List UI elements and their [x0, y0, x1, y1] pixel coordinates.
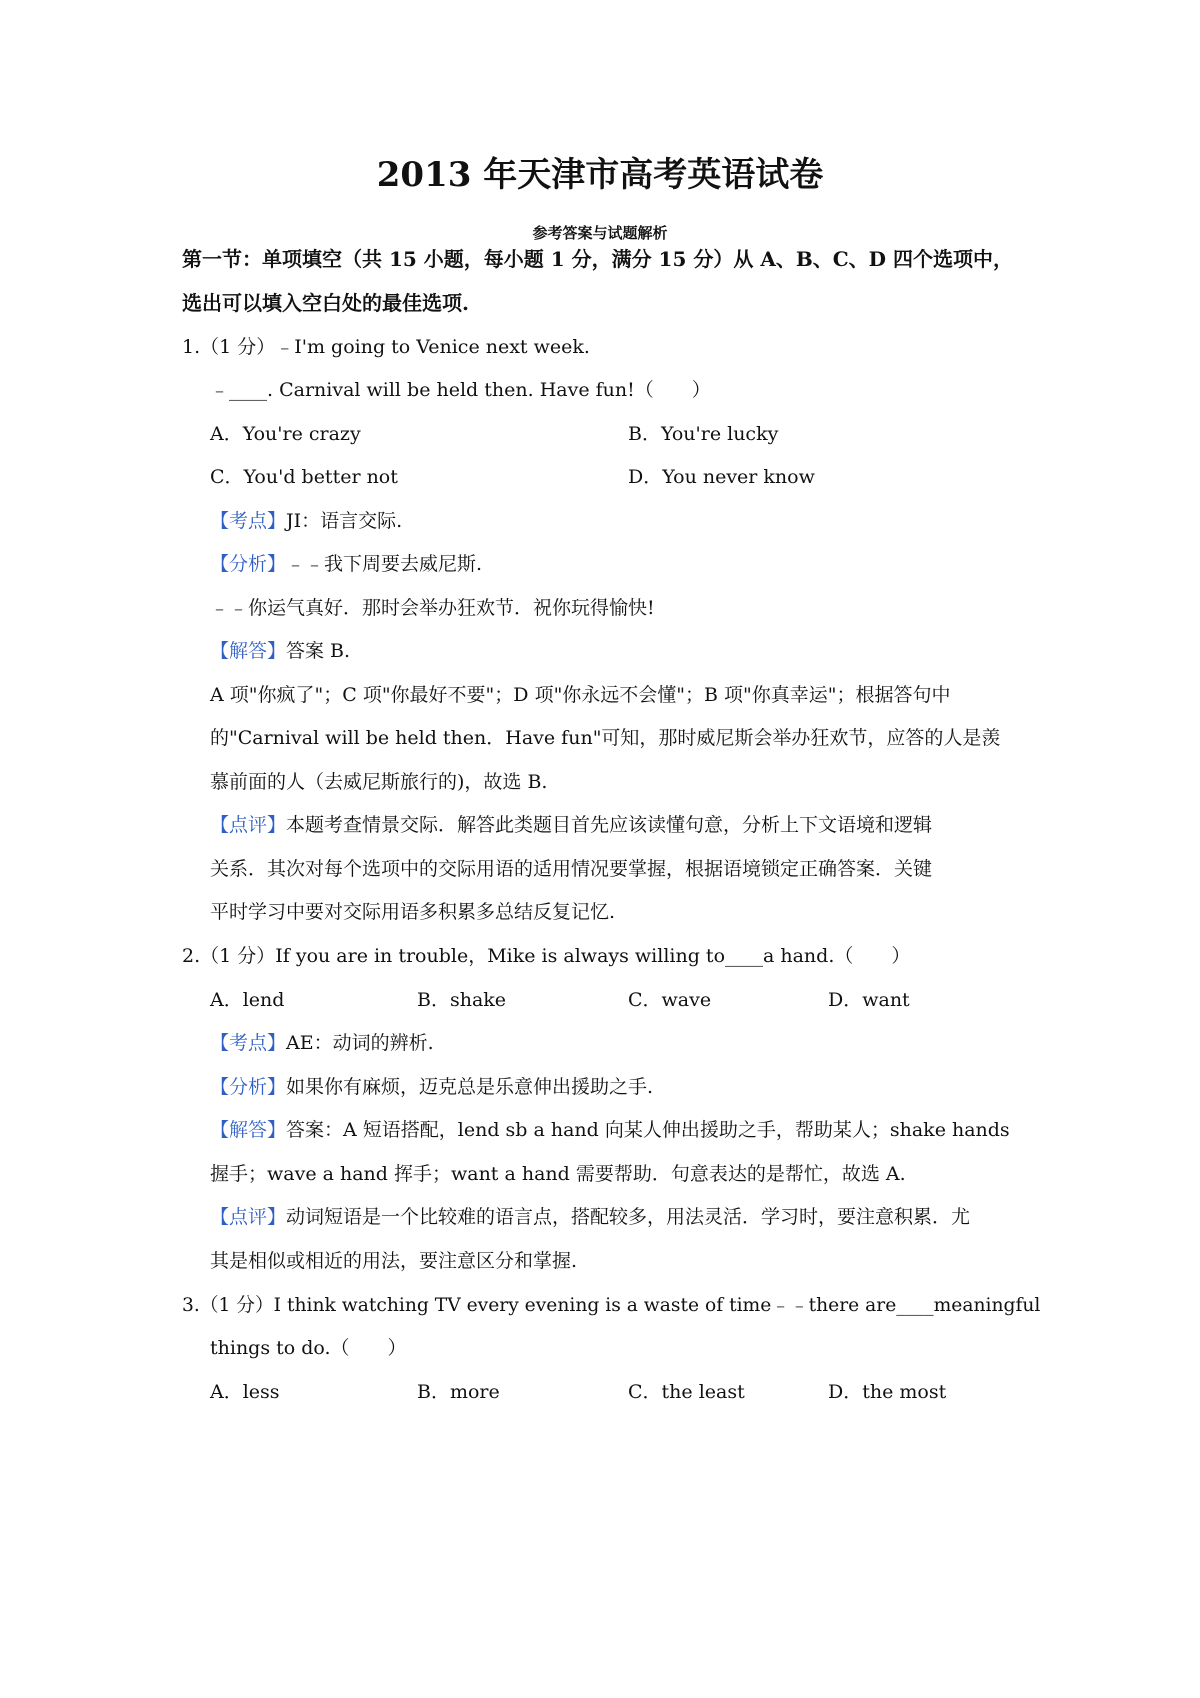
q3-stem: 3.（1 分）I think watching TV every evening is a waste of time﹣﹣there are____meaningful	[182, 1294, 1041, 1316]
q1-explanation-line1: A 项"你疯了"；C 项"你最好不要"；D 项"你永远不会懂"；B 项"你真幸运"；根据答句中	[210, 684, 951, 706]
q2-dianping-text: 动词短语是一个比较难的语言点，搭配较多，用法灵活．学习时，要注意积累．尤	[286, 1206, 971, 1228]
page-subtitle: 参考答案与试题解析	[532, 224, 668, 242]
q2-jieda	[210, 1117, 1010, 1143]
jieda-label: 【解答】	[210, 640, 287, 662]
jieda-label: 【解答】	[210, 1119, 287, 1141]
q1-fenxi-text: ﹣﹣我下周要去威尼斯.	[286, 553, 483, 575]
q1-dianping-line2: 关系．其次对每个选项中的交际用语的适用情况要掌握，根据语境锁定正确答案．关键	[210, 858, 933, 880]
q2-stem: 2.（1 分）If you are in trouble，Mike is always willing to____a hand.（ ）	[182, 945, 911, 967]
q3-option-c: C．the least	[628, 1381, 745, 1403]
q2-option-a: A．lend	[210, 989, 285, 1011]
fenxi-label: 【分析】	[210, 1076, 287, 1098]
dianping-label: 【点评】	[210, 1206, 287, 1228]
q1-dianping	[210, 812, 932, 838]
q1-kaodian	[210, 508, 402, 534]
kaodian-label: 【考点】	[210, 510, 287, 532]
q1-explanation-line3: 慕前面的人（去威尼斯旅行的)，故选 B.	[210, 771, 548, 793]
q2-jieda-text: 答案：A 短语搭配，lend sb a hand 向某人伸出援助之手，帮助某人；shake hands	[286, 1119, 1010, 1141]
q1-option-d: D．You never know	[628, 466, 815, 488]
q1-stem-line2: ﹣____. Carnival will be held then. Have fun!（ ）	[210, 379, 711, 401]
dianping-label: 【点评】	[210, 814, 287, 836]
q2-jieda-line2: 握手；wave a hand 挥手；want a hand 需要帮助．句意表达的是帮忙，故选 A.	[210, 1163, 906, 1185]
q3-stem-line2: things to do.（ ）	[210, 1337, 407, 1359]
fenxi-label: 【分析】	[210, 553, 287, 575]
q3-option-a: A．less	[210, 1381, 280, 1403]
q2-option-c: C．wave	[628, 989, 712, 1011]
q2-option-b: B．shake	[417, 989, 507, 1011]
q1-option-b: B．You're lucky	[628, 423, 779, 445]
section-heading-line2: 选出可以填入空白处的最佳选项.	[182, 291, 469, 315]
section-heading-line1: 第一节：单项填空（共 15 小题，每小题 1 分，满分 15 分）从 A、B、C、D 四个选项中，	[182, 247, 1013, 271]
q1-explanation-line2: 的"Carnival will be held then．Have fun"可知，那时威尼斯会举办狂欢节，应答的人是羡	[210, 727, 1001, 749]
q1-dianping-text: 本题考查情景交际．解答此类题目首先应该读懂句意，分析上下文语境和逻辑	[286, 814, 933, 836]
q2-kaodian-text: AE：动词的辨析.	[286, 1032, 434, 1054]
q1-stem: 1.（1 分）﹣I'm going to Venice next week.	[182, 336, 590, 358]
q2-kaodian	[210, 1030, 434, 1056]
q1-fenxi-line2: ﹣﹣你运气真好．那时会举办狂欢节．祝你玩得愉快!	[210, 597, 655, 619]
q1-jieda-text: 答案 B.	[286, 640, 351, 662]
q1-fenxi	[210, 551, 482, 577]
q1-jieda	[210, 638, 350, 664]
q1-kaodian-text: JI：语言交际.	[286, 510, 403, 532]
q2-fenxi	[210, 1074, 653, 1100]
q3-option-b: B．more	[417, 1381, 500, 1403]
q1-dianping-line3: 平时学习中要对交际用语多积累多总结反复记忆.	[210, 901, 616, 923]
q1-option-c: C．You'd better not	[210, 466, 398, 488]
q2-dianping-line2: 其是相似或相近的用法，要注意区分和掌握.	[210, 1250, 578, 1272]
q2-option-d: D．want	[828, 989, 910, 1011]
q2-fenxi-text: 如果你有麻烦，迈克总是乐意伸出援助之手.	[286, 1076, 654, 1098]
kaodian-label: 【考点】	[210, 1032, 287, 1054]
q2-dianping	[210, 1204, 970, 1230]
q1-option-a: A．You're crazy	[210, 423, 361, 445]
q3-option-d: D．the most	[828, 1381, 947, 1403]
page-title: 2013 年天津市高考英语试卷	[376, 155, 824, 195]
